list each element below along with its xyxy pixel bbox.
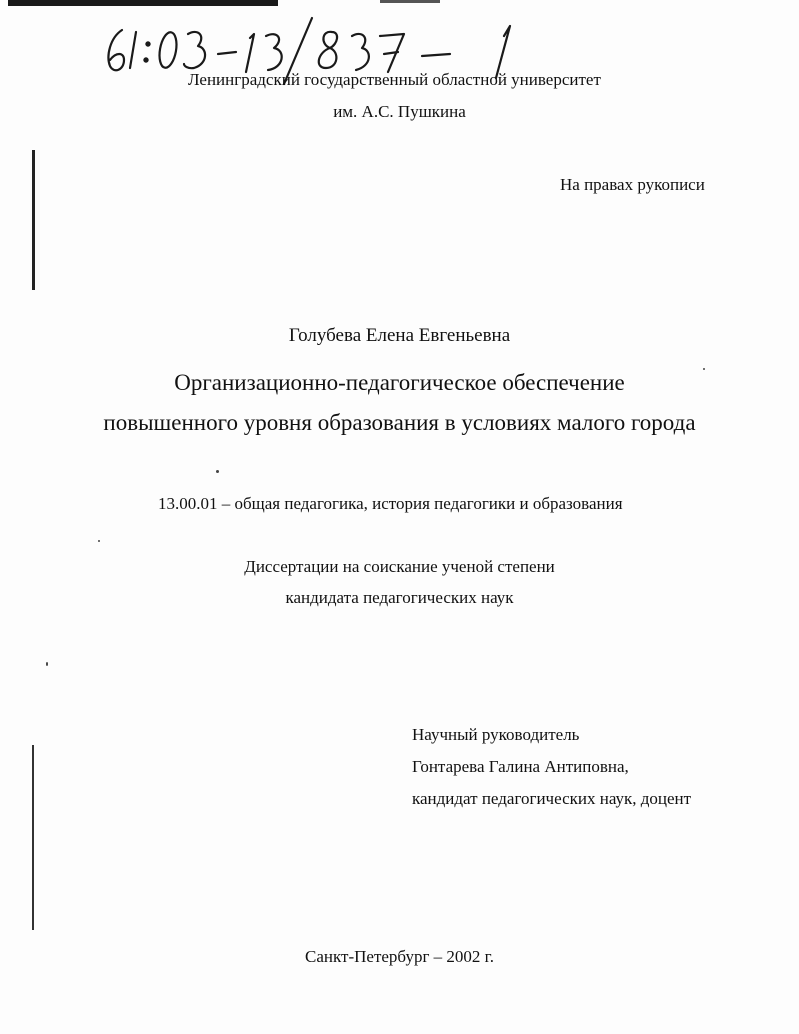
dissertation-title-line-2: повышенного уровня образования в условиях малого города	[103, 410, 696, 435]
supervisor-name: Гонтарева Галина Антиповна,	[412, 757, 629, 776]
scan-speck	[46, 662, 48, 666]
scan-edge-artifact	[8, 0, 278, 6]
scan-speck	[98, 540, 100, 542]
place-and-year: Санкт-Петербург – 2002 г.	[305, 947, 494, 966]
supervisor-label: Научный руководитель	[412, 725, 580, 744]
university-name: Ленинградский государственный областной университет	[188, 70, 601, 89]
university-named-after: им. А.С. Пушкина	[333, 102, 466, 121]
dissertation-title-line-1: Организационно-педагогическое обеспечение	[174, 370, 625, 395]
scan-edge-artifact	[32, 745, 34, 930]
degree-line-2: кандидата педагогических наук	[285, 588, 514, 607]
scan-speck	[216, 470, 219, 473]
scan-edge-artifact	[380, 0, 440, 3]
author-name: Голубева Елена Евгеньевна	[288, 325, 511, 346]
rights-note: На правах рукописи	[560, 175, 705, 194]
specialty-code: 13.00.01 – общая педагогика, история педагогики и образования	[158, 494, 623, 513]
scan-edge-artifact	[32, 150, 35, 290]
supervisor-degree: кандидат педагогических наук, доцент	[412, 789, 692, 808]
degree-line-1: Диссертации на соискание ученой степени	[244, 557, 555, 576]
